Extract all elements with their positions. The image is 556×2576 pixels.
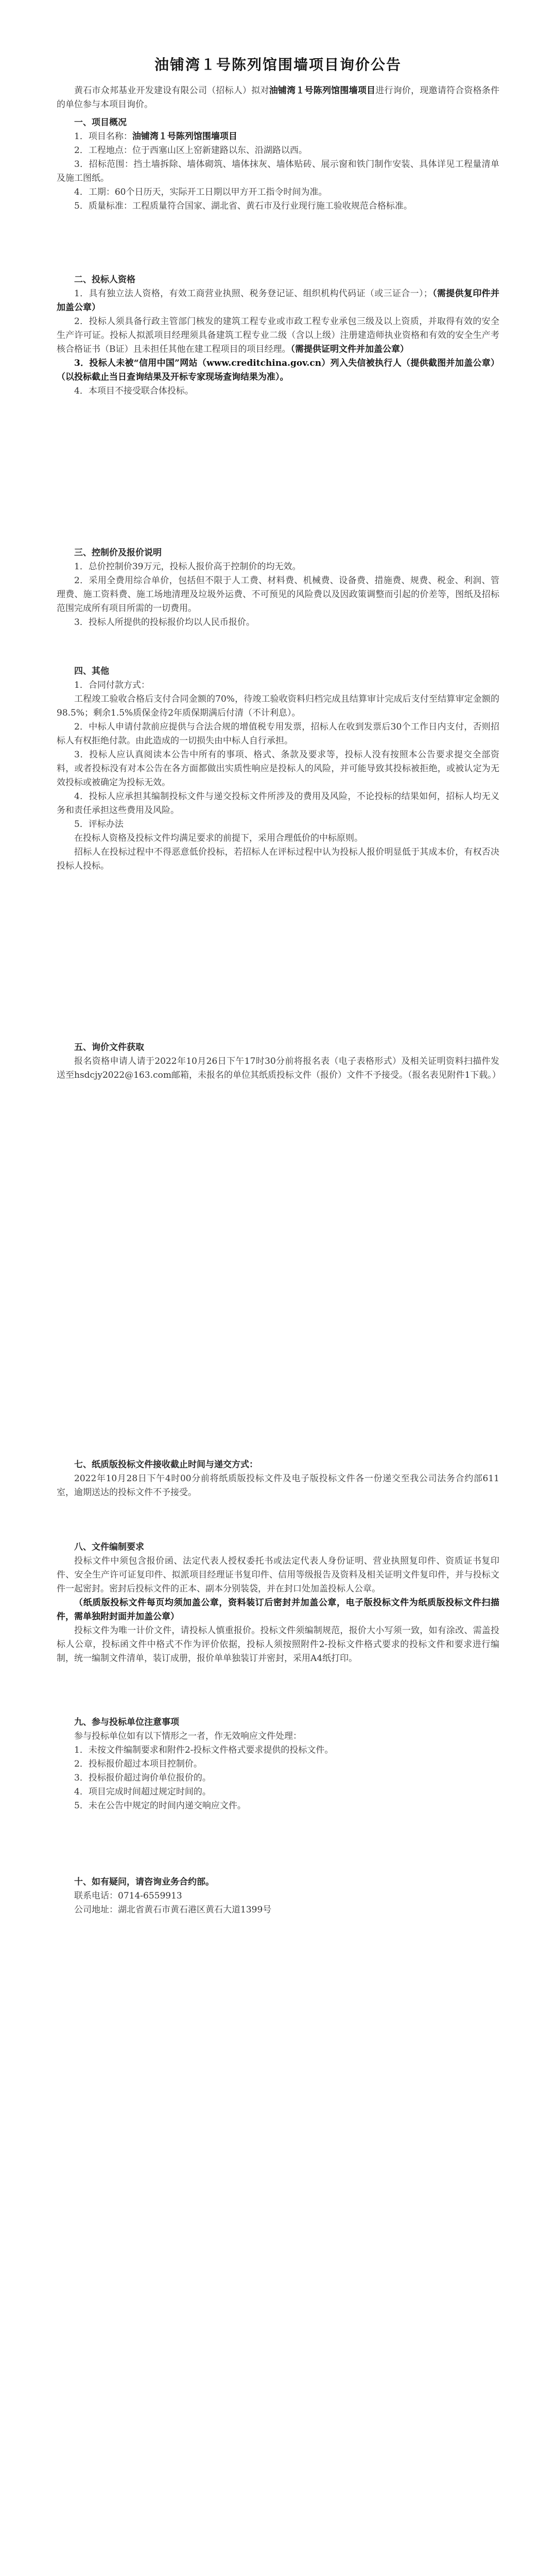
project-name: 1．项目名称：油铺湾１号陈列馆围墙项目 [74,131,237,142]
note-item: 参与投标单位如有以下情形之一者，作无效响应文件处理： [74,1731,302,1741]
quality-standard: 5．质量标准：工程质量符合国家、湖北省、黄石市及行业现行施工验收规范合格标准。 [74,201,412,211]
note-item: 1．未按文件编制要求和附件2-投标文件格式要求提供的投标文件。 [74,1745,334,1755]
requirement-text: 投标文件为唯一计价文件，请投标人慎重报价。投标文件须编制规范，报价大小写须一致，如有涂改、需盖投标人公章，投标函文件中格式不作为评价依据，投标人须按照附件2-投标文件格式要求的投标文件和要求进行编制，统一编制文件清单，装订成册，报价单单独装订并密封，采用A4纸打印。 [57,1625,499,1664]
terms-item: 在投标人资格及投标文件均满足要求的前提下，采用合理低价的中标原则。 [74,833,363,843]
price-control [57,546,499,630]
section-heading: 五、询价文件获取 [74,1042,144,1053]
section-heading: 九、参与投标单位注意事项 [74,1717,179,1727]
bidding-scope: 3．招标范围：挡土墙拆除、墙体砌筑、墙体抹灰、墙体贴砖、展示窗和铁门制作安装、具体详见工程量清单及施工图纸。 [57,159,499,183]
intro-and-overview [57,84,499,213]
document-requirements [57,1540,499,1666]
price-item: 3．投标人所提供的投标报价均以人民币报价。 [74,617,255,628]
section-heading: 三、控制价及报价说明 [74,548,162,558]
contact-info [57,1875,499,1917]
contact-phone: 联系电话：0714-6559913 [74,1891,182,1901]
terms-item: 3．投标人应认真阅读本公告中所有的事项、格式、条款及要求等，投标人没有按照本公告要求提交全部资料，或者投标没有对本公告在各方面都做出实质性响应是投标人的风险，并可能导致其投标被拒绝，或被认定为无效投标或被确定为投标无效。 [57,750,499,788]
acquisition-text: 报名资格申请人请于2022年10月26日下午17时30分前将报名表（电子表格形式）及相关证明资料扫描件发送至hsdcjy2022@163.com邮箱，未报名的单位其纸质投标文件（报价）文件不予接受。（报名表见附件1下载。） [57,1056,501,1080]
note-item: 4．项目完成时间超过规定时间的。 [74,1787,211,1797]
terms-item: 2．中标人申请付款前应提供与合法合规的增值税专用发票，招标人在收到发票后30个工作日内支付，否则招标人有权拒绝付款。由此造成的一切损失由中标人自行承担。 [57,722,499,746]
qualification-item: 1．具有独立法人资格，有效工商营业执照、税务登记证、组织机构代码证（或三证合一）；（需提供复印件并加盖公章） [57,289,499,313]
note-item: 5．未在公告中规定的时间内递交响应文件。 [74,1801,246,1811]
qualification-item: 2．投标人须具备行政主管部门核发的建筑工程专业或市政工程专业承包三级及以上资质，并取得有效的安全生产许可证。投标人拟派项目经理须具备建筑工程专业二级（含以上级）注册建造师执业资格和有效的安全生产考核合格证书（B证）且未担任其他在建工程项目的项目经理。（需提供证明文件并加盖公章） [57,316,499,354]
price-item: 1．总价控制价39万元，投标人报价高于控制价的均无效。 [74,562,301,572]
other-terms [57,665,499,873]
bidder-notes [57,1716,499,1813]
terms-item: 1．合同付款方式： [74,680,150,690]
page-title: 油铺湾１号陈列馆围墙项目询价公告 [154,56,402,73]
terms-item: 5．评标办法 [74,819,124,829]
intro-paragraph: 黄石市众邦基业开发建设有限公司（招标人）拟对油铺湾１号陈列馆围墙项目进行询价，现邀请符合资格条件的单位参与本项目询价。 [57,86,500,110]
construction-period: 4．工期：60个日历天，实际开工日期以甲方开工指令时间为准。 [74,187,327,197]
section-heading: 十、如有疑问，请咨询业务合约部。 [74,1877,214,1887]
terms-item: 招标人在投标过程中不得恶意低价投标，若招标人在评标过程中认为投标人报价明显低于其成本价，有权否决投标人投标。 [57,847,499,871]
project-location: 2．工程地点：位于西塞山区上窑新建路以东、沿湖路以西。 [74,145,307,156]
note-item: 3．投标报价超过询价单位报价的。 [74,1773,211,1783]
requirement-text: 投标文件中须包含报价函、法定代表人授权委托书或法定代表人身份证明、营业执照复印件、资质证书复印件、安全生产许可证复印件、拟派项目经理证书复印件、信用等级报告及资料及相关证明文件复印件，并与投标文件一起密封。密封后投标文件的正本、副本分别装袋，并在封口处加盖投标人公章。 [57,1556,499,1594]
bidder-qualification [57,273,499,398]
note-item: 2．投标报价超过本项目控制价。 [74,1759,202,1769]
section-heading: 八、文件编制要求 [74,1542,144,1552]
terms-item: 4．投标人应承担其编制投标文件与递交投标文件所涉及的费用及风险，不论投标的结果如何，招标人均无义务和责任承担这些费用及风险。 [57,791,499,816]
qualification-item: 3．投标人未被“信用中国”网站（www.creditchina.gov.cn）列入失信被执行人（提供截图并加盖公章）（以投标截止当日查询结果及开标专家现场查询结果为准）。 [57,358,499,382]
submission-deadline [57,1458,499,1500]
deadline-text: 2022年10月28日下午4时00分前将纸质版投标文件及电子版投标文件各一份递交至我公司法务合约部611室，逾期送达的投标文件不予接受。 [57,1473,499,1498]
price-item: 2．采用全费用综合单价，包括但不限于人工费、材料费、机械费、设备费、措施费、规费、税金、利润、管理费、施工资料费、施工场地清理及垃圾外运费、不可预见的风险费以及因政策调整而引起的价差等，图纸及招标范围完成所有项目所需的一切费用。 [57,575,499,614]
section-heading: 七、纸质版投标文件接收截止时间与递交方式： [74,1460,258,1470]
contact-address: 公司地址：湖北省黄石市黄石港区黄石大道1399号 [74,1905,272,1915]
section-heading: 四、其他 [74,666,109,676]
requirement-text: （纸质版投标文件每页均须加盖公章，资料装订后密封并加盖公章，电子版投标文件为纸质版投标文件扫描件，需单独附封面并加盖公章） [57,1598,499,1622]
terms-item: 工程竣工验收合格后支付合同金额的70%，待竣工验收资料归档完成且结算审计完成后支付至结算审定金额的98.5%；剩余1.5%质保金待2年质保期满后付清（不计利息）。 [57,694,499,718]
section-heading: 一、项目概况 [74,117,127,128]
document-acquisition [57,1041,499,1082]
section-heading: 二、投标人资格 [74,275,135,285]
qualification-item: 4．本项目不接受联合体投标。 [74,386,194,396]
